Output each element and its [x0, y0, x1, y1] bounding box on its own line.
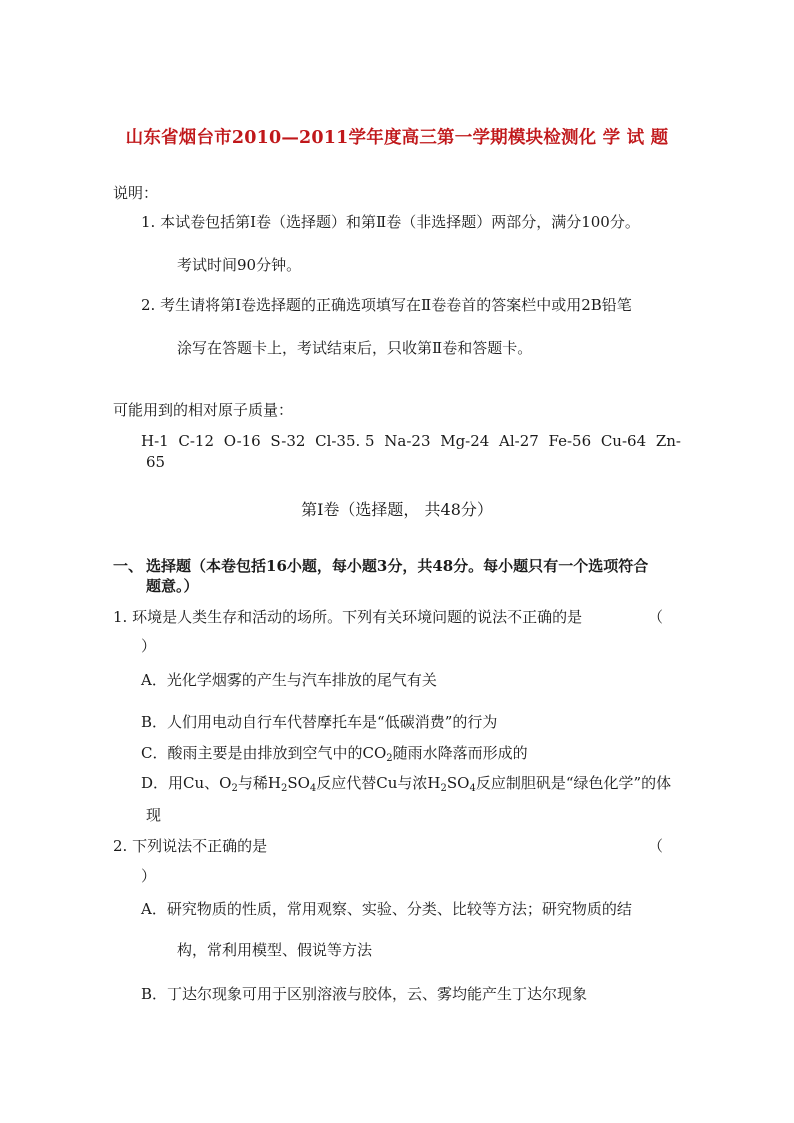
atomic-mass-list	[141, 431, 681, 451]
exam-title: 山东省烟台市2010—2011学年度高三第一学期模块检测化 学 试 题	[125, 128, 669, 148]
atom-c: C-12	[178, 432, 215, 450]
q2-open-paren: （	[648, 837, 664, 855]
q1-close-paren: ）	[141, 637, 157, 655]
atom-s: S-32	[270, 432, 306, 450]
atom-zn-wrap: 65	[146, 453, 166, 471]
q1-option-b: B．人们用电动自行车代替摩托车是“低碳消费”的行为	[141, 713, 498, 731]
q2-option-b: B．丁达尔现象可用于区别溶液与胶体，云、雾均能产生丁达尔现象	[141, 985, 588, 1003]
part-1-heading-line-1: 选择题（本卷包括16小题，每小题3分，共48分。每小题只有一个选项符合	[146, 557, 649, 575]
q2-close-paren: ）	[141, 867, 157, 885]
atom-fe: Fe-56	[548, 432, 592, 450]
atom-cl: Cl-35. 5	[315, 432, 375, 450]
q1-stem: 1. 环境是人类生存和活动的场所。下列有关环境问题的说法不正确的是	[113, 608, 583, 626]
notes-label: 说明：	[113, 184, 159, 202]
note-2-line-2: 涂写在答题卡上，考试结束后，只收第Ⅱ卷和答题卡。	[177, 339, 533, 357]
note-1-line-1: 1. 本试卷包括第Ⅰ卷（选择题）和第Ⅱ卷（非选择题）两部分，满分100分。	[141, 213, 640, 231]
atomic-mass-label: 可能用到的相对原子质量：	[113, 401, 294, 419]
atom-o: O-16	[223, 432, 261, 450]
atom-al: Al-27	[499, 432, 539, 450]
part-1-prefix: 一、	[113, 557, 144, 575]
q1-option-c: C．酸雨主要是由排放到空气中的$CO_2$随雨水降落而形成的	[141, 744, 528, 764]
atom-mg: Mg-24	[440, 432, 490, 450]
q2-stem: 2. 下列说法不正确的是	[113, 837, 268, 855]
q1-option-d-line-2: 现	[146, 806, 162, 824]
note-2-line-1: 2. 考生请将第Ⅰ卷选择题的正确选项填写在Ⅱ卷卷首的答案栏中或用2B铅笔	[141, 296, 632, 314]
atom-cu: Cu-64	[600, 432, 647, 450]
q2-option-a-line-2: 构，常利用模型、假说等方法	[177, 941, 373, 959]
q1-open-paren: （	[648, 608, 664, 626]
section-title: 第Ⅰ卷（选择题， 共48分）	[301, 500, 493, 519]
part-1-heading-line-2: 题意。）	[146, 577, 199, 595]
q1-option-a: A．光化学烟雾的产生与汽车排放的尾气有关	[141, 671, 437, 689]
q2-option-a-line-1: A．研究物质的性质，常用观察、实验、分类、比较等方法；研究物质的结	[141, 900, 632, 918]
atom-h: H-1	[141, 432, 169, 450]
atom-na: Na-23	[384, 432, 431, 450]
note-1-line-2: 考试时间90分钟。	[177, 256, 302, 274]
atom-zn: Zn-	[655, 432, 681, 450]
q1-option-d: D．用Cu、$O_2$与稀$H_2SO_4$反应代替Cu与浓$H_2SO_4$反应制胆矾是“绿色化学”的体	[141, 774, 672, 794]
